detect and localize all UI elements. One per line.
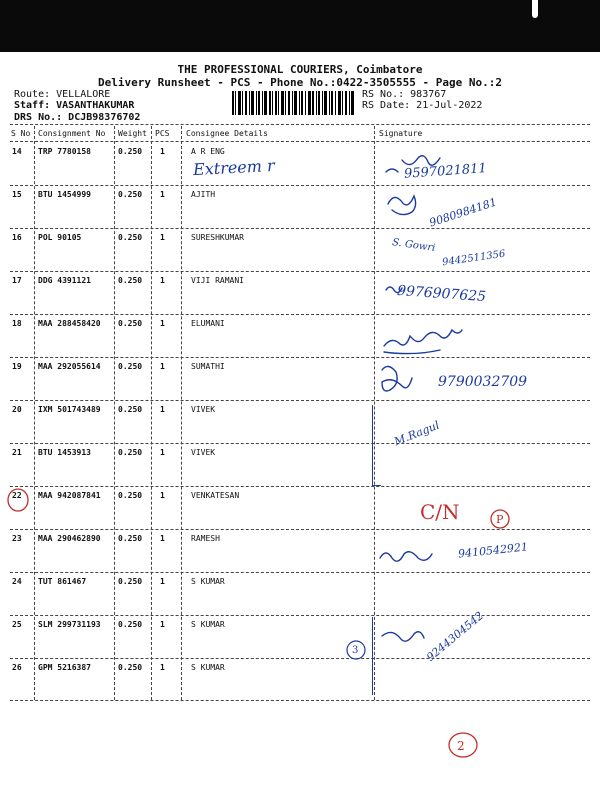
row-sno: 25 xyxy=(12,620,22,629)
row-weight: 0.250 xyxy=(118,233,143,242)
row-consignment: IXM 501743489 xyxy=(38,405,101,414)
row-consignee: VENKATESAN xyxy=(191,491,240,500)
row-pcs: 1 xyxy=(160,620,165,629)
handwritten-name: S. Gowri xyxy=(391,237,436,254)
col-header-sno: S No xyxy=(11,129,31,138)
row-consignment: DDG 4391121 xyxy=(38,276,91,285)
row-sno: 24 xyxy=(12,577,22,586)
row-consignment: POL 90105 xyxy=(38,233,82,242)
row-consignment: GPM 5216387 xyxy=(38,663,91,672)
row-weight: 0.250 xyxy=(118,362,143,371)
row-consignment: MAA 290462890 xyxy=(38,534,101,543)
row-consignment: MAA 292055614 xyxy=(38,362,101,371)
row-pcs: 1 xyxy=(160,663,165,672)
row-weight: 0.250 xyxy=(118,577,143,586)
handwritten-mark: 2 xyxy=(457,739,465,753)
row-sno: 19 xyxy=(12,362,22,371)
row-pcs: 1 xyxy=(160,405,165,414)
row-consignment: TUT 861467 xyxy=(38,577,87,586)
row-pcs: 1 xyxy=(160,534,165,543)
col-header-consignee: Consignee Details xyxy=(186,129,268,138)
row-pcs: 1 xyxy=(160,233,165,242)
handwritten-phone: 9244304542 xyxy=(424,609,486,664)
row-consignment: BTU 1453913 xyxy=(38,448,91,457)
row-weight: 0.250 xyxy=(118,534,143,543)
row-weight: 0.250 xyxy=(118,448,143,457)
row-pcs: 1 xyxy=(160,362,165,371)
company-title: THE PROFESSIONAL COURIERS, Coimbatore xyxy=(177,63,423,76)
row-sno: 16 xyxy=(12,233,22,242)
signature-scribble xyxy=(386,287,402,293)
row-consignee: RAMESH xyxy=(191,534,220,543)
row-weight: 0.250 xyxy=(118,276,143,285)
row-weight: 0.250 xyxy=(118,190,143,199)
row-consignee: S KUMAR xyxy=(191,577,225,586)
col-header-consignment: Consignment No xyxy=(38,129,106,138)
row-sno: 15 xyxy=(12,190,22,199)
row-weight: 0.250 xyxy=(118,491,143,500)
signature-scribble xyxy=(384,350,440,354)
col-header-signature: Signature xyxy=(379,129,423,138)
row-pcs: 1 xyxy=(160,491,165,500)
row-consignee: AJITH xyxy=(191,190,216,199)
row-consignee: A R ENG xyxy=(191,147,225,156)
rs-date: RS Date: 21-Jul-2022 xyxy=(362,100,483,111)
row-consignee: SURESHKUMAR xyxy=(191,233,244,242)
handwritten-phone: 9597021811 xyxy=(403,161,488,182)
rs-number: RS No.: 983767 xyxy=(362,89,447,100)
row-consignee: SUMATHI xyxy=(191,362,225,371)
signature-scribble xyxy=(388,196,416,215)
row-weight: 0.250 xyxy=(118,147,143,156)
signature-scribble xyxy=(382,632,424,641)
row-pcs: 1 xyxy=(160,577,165,586)
handwritten-consignee-note: Extreem r xyxy=(192,155,276,180)
staff-text: Staff: VASANTHAKUMAR xyxy=(14,100,135,111)
p-circle-mark xyxy=(491,510,509,528)
signature-scribble xyxy=(386,156,440,172)
route-text: Route: VELLALORE xyxy=(14,89,111,100)
handwritten-phone: 9976907625 xyxy=(396,282,487,306)
row-consignment: TRP 7780158 xyxy=(38,147,91,156)
row-consignment: SLM 299731193 xyxy=(38,620,101,629)
row-consignee: ELUMANI xyxy=(191,319,225,328)
handwritten-phone: 9410542921 xyxy=(457,540,529,561)
row-weight: 0.250 xyxy=(118,620,143,629)
handwritten-mark: P xyxy=(496,513,504,526)
three-circle-mark xyxy=(347,641,365,659)
row-consignee: S KUMAR xyxy=(191,620,225,629)
row-weight: 0.250 xyxy=(118,663,143,672)
row-sno: 14 xyxy=(12,147,22,156)
row-sno: 26 xyxy=(12,663,22,672)
handwritten-cn-note: C/N xyxy=(420,500,460,524)
handwritten-mark: 3 xyxy=(352,645,359,656)
row-sno: 23 xyxy=(12,534,22,543)
row-weight: 0.250 xyxy=(118,319,143,328)
handwritten-phone: 9790032709 xyxy=(438,374,528,390)
row-sno: 21 xyxy=(12,448,22,457)
row-pcs: 1 xyxy=(160,319,165,328)
row-sno: 22 xyxy=(12,491,22,500)
handwritten-phone: 9442511356 xyxy=(441,248,507,269)
signature-scribble xyxy=(380,552,432,561)
row-pcs: 1 xyxy=(160,147,165,156)
row-pcs: 1 xyxy=(160,448,165,457)
row-sno: 20 xyxy=(12,405,22,414)
row-consignee: VIVEK xyxy=(191,448,216,457)
row-consignment: MAA 288458420 xyxy=(38,319,101,328)
handwritten-phone: 9080984181 xyxy=(427,195,499,230)
row-sno: 18 xyxy=(12,319,22,328)
row-consignee: VIVEK xyxy=(191,405,216,414)
runsheet-subtitle: Delivery Runsheet - PCS - Phone No.:0422-3505555 - Page No.:2 xyxy=(98,76,502,89)
handwritten-signature: M.Ragul xyxy=(392,418,442,449)
row-consignment: BTU 1454999 xyxy=(38,190,91,199)
row-consignment: MAA 942087841 xyxy=(38,491,101,500)
row-consignee: VIJI RAMANI xyxy=(191,276,244,285)
row-pcs: 1 xyxy=(160,190,165,199)
row-weight: 0.250 xyxy=(118,405,143,414)
col-header-pcs: PCS xyxy=(155,129,170,138)
signature-scribble xyxy=(382,366,412,391)
row-sno: 17 xyxy=(12,276,22,285)
signature-scribble xyxy=(384,330,462,346)
col-header-weight: Weight xyxy=(118,129,147,138)
footer-circle-mark xyxy=(449,733,477,757)
row-pcs: 1 xyxy=(160,276,165,285)
drs-number: DRS No.: DCJB98376702 xyxy=(14,112,141,123)
row-consignee: S KUMAR xyxy=(191,663,225,672)
row-22-circle-mark xyxy=(8,489,28,511)
